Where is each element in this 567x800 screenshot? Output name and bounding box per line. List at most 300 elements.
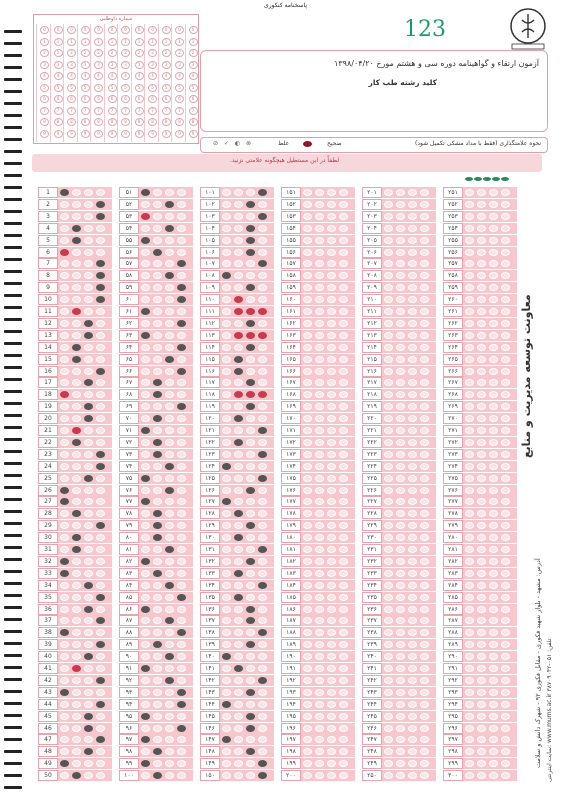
answer-bubble[interactable]: [96, 475, 105, 482]
answer-bubble-filled[interactable]: [141, 332, 150, 339]
answer-bubble[interactable]: [477, 201, 486, 208]
answer-bubble[interactable]: [84, 534, 93, 541]
id-bubble[interactable]: 1: [108, 38, 117, 46]
id-bubble[interactable]: 2: [67, 49, 76, 57]
answer-bubble[interactable]: [477, 332, 486, 339]
answer-bubble[interactable]: [465, 558, 474, 565]
answer-bubble[interactable]: [339, 344, 348, 351]
answer-bubble[interactable]: [489, 225, 498, 232]
answer-bubble[interactable]: [420, 510, 429, 517]
answer-bubble-filled[interactable]: [246, 391, 255, 398]
id-bubble[interactable]: 9: [81, 130, 90, 138]
answer-bubble[interactable]: [408, 617, 417, 624]
id-bubble[interactable]: 0: [40, 26, 49, 34]
answer-bubble[interactable]: [96, 665, 105, 672]
answer-bubble[interactable]: [465, 415, 474, 422]
answer-bubble-filled[interactable]: [84, 748, 93, 755]
answer-bubble[interactable]: [501, 451, 510, 458]
answer-bubble[interactable]: [258, 356, 267, 363]
answer-bubble[interactable]: [384, 748, 393, 755]
answer-bubble-filled[interactable]: [60, 391, 69, 398]
answer-bubble[interactable]: [396, 403, 405, 410]
id-bubble[interactable]: 2: [81, 49, 90, 57]
answer-bubble[interactable]: [384, 653, 393, 660]
answer-bubble[interactable]: [153, 332, 162, 339]
answer-bubble[interactable]: [72, 475, 81, 482]
id-bubble[interactable]: 1: [175, 38, 184, 46]
answer-bubble[interactable]: [408, 332, 417, 339]
answer-bubble[interactable]: [60, 748, 69, 755]
answer-bubble[interactable]: [489, 463, 498, 470]
answer-bubble[interactable]: [408, 725, 417, 732]
answer-bubble[interactable]: [303, 439, 312, 446]
answer-bubble[interactable]: [72, 498, 81, 505]
answer-bubble[interactable]: [153, 356, 162, 363]
answer-bubble[interactable]: [477, 570, 486, 577]
answer-bubble[interactable]: [258, 344, 267, 351]
answer-bubble[interactable]: [339, 736, 348, 743]
answer-bubble[interactable]: [165, 451, 174, 458]
answer-bubble[interactable]: [489, 475, 498, 482]
answer-bubble[interactable]: [96, 379, 105, 386]
answer-bubble[interactable]: [408, 296, 417, 303]
answer-bubble[interactable]: [258, 284, 267, 291]
answer-bubble[interactable]: [327, 570, 336, 577]
answer-bubble[interactable]: [489, 546, 498, 553]
answer-bubble[interactable]: [222, 284, 231, 291]
answer-bubble[interactable]: [177, 665, 186, 672]
id-bubble[interactable]: 8: [40, 118, 49, 126]
answer-bubble[interactable]: [96, 546, 105, 553]
answer-bubble[interactable]: [177, 356, 186, 363]
answer-bubble[interactable]: [60, 736, 69, 743]
answer-bubble[interactable]: [72, 558, 81, 565]
id-bubble[interactable]: 2: [148, 49, 157, 57]
answer-bubble[interactable]: [258, 522, 267, 529]
answer-bubble[interactable]: [408, 237, 417, 244]
answer-bubble[interactable]: [489, 736, 498, 743]
answer-bubble[interactable]: [420, 415, 429, 422]
answer-bubble[interactable]: [420, 225, 429, 232]
answer-bubble[interactable]: [489, 213, 498, 220]
answer-bubble[interactable]: [408, 677, 417, 684]
answer-bubble[interactable]: [165, 629, 174, 636]
answer-bubble[interactable]: [501, 201, 510, 208]
answer-bubble[interactable]: [315, 332, 324, 339]
id-bubble[interactable]: 5: [162, 84, 171, 92]
answer-bubble-filled[interactable]: [246, 332, 255, 339]
answer-bubble[interactable]: [489, 629, 498, 636]
answer-bubble[interactable]: [303, 260, 312, 267]
answer-bubble[interactable]: [315, 439, 324, 446]
id-bubble[interactable]: 8: [135, 118, 144, 126]
answer-bubble[interactable]: [501, 463, 510, 470]
answer-bubble[interactable]: [501, 665, 510, 672]
id-bubble[interactable]: 3: [108, 61, 117, 69]
answer-bubble[interactable]: [165, 498, 174, 505]
answer-bubble[interactable]: [465, 368, 474, 375]
answer-bubble[interactable]: [339, 427, 348, 434]
answer-bubble[interactable]: [339, 689, 348, 696]
answer-bubble[interactable]: [60, 617, 69, 624]
answer-bubble[interactable]: [465, 736, 474, 743]
answer-bubble[interactable]: [96, 249, 105, 256]
answer-bubble[interactable]: [384, 249, 393, 256]
answer-bubble-filled[interactable]: [84, 379, 93, 386]
answer-bubble[interactable]: [60, 344, 69, 351]
answer-bubble[interactable]: [327, 201, 336, 208]
answer-bubble[interactable]: [315, 344, 324, 351]
answer-bubble[interactable]: [465, 510, 474, 517]
answer-bubble[interactable]: [315, 272, 324, 279]
answer-bubble[interactable]: [339, 451, 348, 458]
answer-bubble[interactable]: [501, 356, 510, 363]
id-bubble[interactable]: 7: [162, 107, 171, 115]
answer-bubble[interactable]: [396, 534, 405, 541]
answer-bubble[interactable]: [489, 510, 498, 517]
answer-bubble[interactable]: [96, 629, 105, 636]
answer-bubble[interactable]: [339, 213, 348, 220]
answer-bubble[interactable]: [303, 534, 312, 541]
answer-bubble[interactable]: [303, 201, 312, 208]
answer-bubble[interactable]: [384, 772, 393, 779]
answer-bubble-filled[interactable]: [258, 391, 267, 398]
answer-bubble-filled[interactable]: [96, 463, 105, 470]
answer-bubble-filled[interactable]: [222, 736, 231, 743]
id-bubble[interactable]: 6: [121, 95, 130, 103]
answer-bubble[interactable]: [465, 725, 474, 732]
answer-bubble[interactable]: [408, 760, 417, 767]
answer-bubble-filled[interactable]: [60, 760, 69, 767]
answer-bubble[interactable]: [141, 439, 150, 446]
id-bubble[interactable]: 9: [67, 130, 76, 138]
id-bubble[interactable]: 3: [162, 61, 171, 69]
answer-bubble[interactable]: [165, 725, 174, 732]
answer-bubble-filled[interactable]: [177, 344, 186, 351]
answer-bubble[interactable]: [165, 344, 174, 351]
answer-bubble[interactable]: [141, 391, 150, 398]
answer-bubble[interactable]: [396, 415, 405, 422]
answer-bubble[interactable]: [408, 772, 417, 779]
answer-bubble-filled[interactable]: [60, 487, 69, 494]
answer-bubble[interactable]: [222, 534, 231, 541]
answer-bubble[interactable]: [327, 296, 336, 303]
answer-bubble[interactable]: [477, 558, 486, 565]
answer-bubble[interactable]: [153, 213, 162, 220]
answer-bubble-filled[interactable]: [258, 475, 267, 482]
answer-bubble[interactable]: [339, 558, 348, 565]
answer-bubble-filled[interactable]: [165, 356, 174, 363]
answer-bubble[interactable]: [501, 237, 510, 244]
answer-bubble[interactable]: [339, 225, 348, 232]
answer-bubble[interactable]: [246, 415, 255, 422]
answer-bubble[interactable]: [141, 487, 150, 494]
answer-bubble[interactable]: [420, 617, 429, 624]
answer-bubble[interactable]: [234, 653, 243, 660]
answer-bubble[interactable]: [315, 403, 324, 410]
answer-bubble[interactable]: [489, 558, 498, 565]
answer-bubble[interactable]: [465, 617, 474, 624]
answer-bubble[interactable]: [234, 320, 243, 327]
answer-bubble[interactable]: [465, 629, 474, 636]
answer-bubble[interactable]: [72, 641, 81, 648]
answer-bubble-filled[interactable]: [246, 403, 255, 410]
answer-bubble-filled[interactable]: [234, 368, 243, 375]
answer-bubble[interactable]: [258, 713, 267, 720]
answer-bubble-filled[interactable]: [72, 237, 81, 244]
answer-bubble[interactable]: [258, 725, 267, 732]
answer-bubble[interactable]: [96, 439, 105, 446]
id-bubble[interactable]: 8: [94, 118, 103, 126]
answer-bubble[interactable]: [465, 760, 474, 767]
answer-bubble[interactable]: [339, 594, 348, 601]
answer-bubble[interactable]: [420, 475, 429, 482]
answer-bubble[interactable]: [465, 237, 474, 244]
answer-bubble[interactable]: [339, 713, 348, 720]
answer-bubble[interactable]: [234, 713, 243, 720]
answer-bubble[interactable]: [384, 510, 393, 517]
answer-bubble[interactable]: [420, 368, 429, 375]
answer-bubble[interactable]: [234, 677, 243, 684]
answer-bubble[interactable]: [339, 284, 348, 291]
answer-bubble[interactable]: [384, 677, 393, 684]
answer-bubble[interactable]: [222, 665, 231, 672]
answer-bubble-filled[interactable]: [153, 522, 162, 529]
answer-bubble[interactable]: [396, 320, 405, 327]
answer-bubble[interactable]: [420, 344, 429, 351]
answer-bubble[interactable]: [84, 391, 93, 398]
answer-bubble[interactable]: [177, 225, 186, 232]
answer-bubble[interactable]: [465, 534, 474, 541]
answer-bubble-filled[interactable]: [96, 677, 105, 684]
answer-bubble[interactable]: [177, 332, 186, 339]
id-bubble[interactable]: 1: [81, 38, 90, 46]
id-bubble[interactable]: 9: [54, 130, 63, 138]
answer-bubble[interactable]: [315, 260, 324, 267]
answer-bubble[interactable]: [396, 272, 405, 279]
answer-bubble[interactable]: [60, 415, 69, 422]
answer-bubble[interactable]: [339, 368, 348, 375]
answer-bubble[interactable]: [234, 689, 243, 696]
answer-bubble[interactable]: [501, 570, 510, 577]
answer-bubble[interactable]: [234, 189, 243, 196]
answer-bubble[interactable]: [489, 665, 498, 672]
answer-bubble[interactable]: [141, 582, 150, 589]
answer-bubble[interactable]: [222, 439, 231, 446]
answer-bubble[interactable]: [303, 415, 312, 422]
answer-bubble[interactable]: [222, 356, 231, 363]
answer-bubble[interactable]: [384, 213, 393, 220]
answer-bubble[interactable]: [339, 617, 348, 624]
answer-bubble[interactable]: [384, 284, 393, 291]
answer-bubble[interactable]: [327, 249, 336, 256]
answer-bubble[interactable]: [303, 736, 312, 743]
answer-bubble[interactable]: [72, 463, 81, 470]
answer-bubble[interactable]: [258, 487, 267, 494]
answer-bubble[interactable]: [339, 332, 348, 339]
answer-bubble[interactable]: [489, 641, 498, 648]
answer-bubble[interactable]: [165, 701, 174, 708]
id-bubble[interactable]: 7: [135, 107, 144, 115]
answer-bubble[interactable]: [96, 344, 105, 351]
answer-bubble[interactable]: [303, 356, 312, 363]
answer-bubble[interactable]: [384, 320, 393, 327]
answer-bubble-filled[interactable]: [141, 665, 150, 672]
id-bubble[interactable]: 8: [108, 118, 117, 126]
answer-bubble[interactable]: [72, 379, 81, 386]
answer-bubble[interactable]: [177, 570, 186, 577]
answer-bubble[interactable]: [489, 701, 498, 708]
id-bubble[interactable]: 2: [40, 49, 49, 57]
answer-bubble[interactable]: [303, 594, 312, 601]
answer-bubble[interactable]: [141, 772, 150, 779]
answer-bubble[interactable]: [84, 701, 93, 708]
answer-bubble[interactable]: [420, 463, 429, 470]
answer-bubble[interactable]: [96, 748, 105, 755]
answer-bubble[interactable]: [396, 725, 405, 732]
id-bubble[interactable]: 8: [189, 118, 198, 126]
answer-bubble[interactable]: [408, 391, 417, 398]
answer-bubble[interactable]: [222, 689, 231, 696]
answer-bubble[interactable]: [465, 487, 474, 494]
answer-bubble[interactable]: [327, 582, 336, 589]
answer-bubble[interactable]: [165, 772, 174, 779]
answer-bubble[interactable]: [501, 701, 510, 708]
id-bubble[interactable]: 1: [94, 38, 103, 46]
answer-bubble[interactable]: [60, 677, 69, 684]
id-bubble[interactable]: 5: [148, 84, 157, 92]
answer-bubble[interactable]: [420, 760, 429, 767]
answer-bubble[interactable]: [420, 594, 429, 601]
id-bubble[interactable]: 6: [189, 95, 198, 103]
answer-bubble[interactable]: [477, 213, 486, 220]
answer-bubble-filled[interactable]: [258, 213, 267, 220]
answer-bubble[interactable]: [408, 260, 417, 267]
id-bubble[interactable]: 7: [121, 107, 130, 115]
answer-bubble[interactable]: [501, 487, 510, 494]
answer-bubble-filled[interactable]: [246, 606, 255, 613]
answer-bubble[interactable]: [420, 725, 429, 732]
answer-bubble[interactable]: [153, 189, 162, 196]
answer-bubble-filled[interactable]: [96, 594, 105, 601]
answer-bubble[interactable]: [60, 463, 69, 470]
answer-bubble[interactable]: [222, 308, 231, 315]
answer-bubble-filled[interactable]: [165, 582, 174, 589]
answer-bubble[interactable]: [408, 487, 417, 494]
answer-bubble[interactable]: [501, 368, 510, 375]
answer-bubble[interactable]: [258, 606, 267, 613]
answer-bubble[interactable]: [408, 606, 417, 613]
answer-bubble[interactable]: [60, 225, 69, 232]
answer-bubble[interactable]: [60, 772, 69, 779]
answer-bubble[interactable]: [465, 522, 474, 529]
answer-bubble[interactable]: [465, 272, 474, 279]
answer-bubble[interactable]: [465, 713, 474, 720]
answer-bubble[interactable]: [246, 760, 255, 767]
answer-bubble[interactable]: [303, 272, 312, 279]
answer-bubble[interactable]: [384, 522, 393, 529]
answer-bubble[interactable]: [420, 736, 429, 743]
answer-bubble[interactable]: [303, 213, 312, 220]
answer-bubble[interactable]: [465, 463, 474, 470]
answer-bubble[interactable]: [489, 570, 498, 577]
answer-bubble[interactable]: [327, 356, 336, 363]
answer-bubble[interactable]: [303, 368, 312, 375]
id-bubble[interactable]: 4: [108, 72, 117, 80]
answer-bubble[interactable]: [165, 534, 174, 541]
answer-bubble[interactable]: [165, 736, 174, 743]
answer-bubble[interactable]: [396, 296, 405, 303]
answer-bubble-filled[interactable]: [153, 391, 162, 398]
answer-bubble[interactable]: [177, 391, 186, 398]
answer-bubble[interactable]: [489, 606, 498, 613]
answer-bubble[interactable]: [396, 260, 405, 267]
answer-bubble[interactable]: [177, 641, 186, 648]
answer-bubble[interactable]: [141, 356, 150, 363]
answer-bubble[interactable]: [327, 629, 336, 636]
answer-bubble[interactable]: [177, 760, 186, 767]
answer-bubble[interactable]: [408, 570, 417, 577]
answer-bubble[interactable]: [501, 320, 510, 327]
answer-bubble[interactable]: [303, 713, 312, 720]
answer-bubble-filled[interactable]: [153, 439, 162, 446]
answer-bubble[interactable]: [303, 582, 312, 589]
answer-bubble[interactable]: [141, 534, 150, 541]
answer-bubble[interactable]: [384, 391, 393, 398]
answer-bubble[interactable]: [303, 701, 312, 708]
answer-bubble[interactable]: [477, 629, 486, 636]
answer-bubble[interactable]: [315, 368, 324, 375]
answer-bubble[interactable]: [258, 594, 267, 601]
answer-bubble[interactable]: [327, 189, 336, 196]
answer-bubble-filled[interactable]: [165, 225, 174, 232]
id-bubble[interactable]: 6: [108, 95, 117, 103]
answer-bubble[interactable]: [339, 296, 348, 303]
answer-bubble[interactable]: [477, 308, 486, 315]
answer-bubble[interactable]: [477, 725, 486, 732]
answer-bubble[interactable]: [222, 296, 231, 303]
answer-bubble[interactable]: [465, 641, 474, 648]
answer-bubble[interactable]: [60, 701, 69, 708]
answer-bubble[interactable]: [408, 558, 417, 565]
answer-bubble[interactable]: [222, 201, 231, 208]
answer-bubble[interactable]: [96, 403, 105, 410]
answer-bubble[interactable]: [234, 487, 243, 494]
answer-bubble[interactable]: [165, 379, 174, 386]
answer-bubble[interactable]: [339, 320, 348, 327]
answer-bubble[interactable]: [153, 653, 162, 660]
answer-bubble[interactable]: [465, 475, 474, 482]
answer-bubble-filled[interactable]: [234, 356, 243, 363]
answer-bubble[interactable]: [477, 356, 486, 363]
answer-bubble[interactable]: [246, 439, 255, 446]
answer-bubble[interactable]: [60, 606, 69, 613]
answer-bubble-filled[interactable]: [234, 391, 243, 398]
id-bubble[interactable]: 9: [135, 130, 144, 138]
answer-bubble[interactable]: [420, 356, 429, 363]
id-bubble[interactable]: 7: [54, 107, 63, 115]
id-bubble[interactable]: 6: [94, 95, 103, 103]
answer-bubble-filled[interactable]: [141, 475, 150, 482]
answer-bubble[interactable]: [489, 689, 498, 696]
answer-bubble[interactable]: [258, 558, 267, 565]
answer-bubble[interactable]: [384, 487, 393, 494]
id-bubble[interactable]: 0: [121, 26, 130, 34]
id-bubble[interactable]: 4: [81, 72, 90, 80]
answer-bubble[interactable]: [60, 201, 69, 208]
answer-bubble[interactable]: [303, 344, 312, 351]
answer-bubble[interactable]: [60, 582, 69, 589]
